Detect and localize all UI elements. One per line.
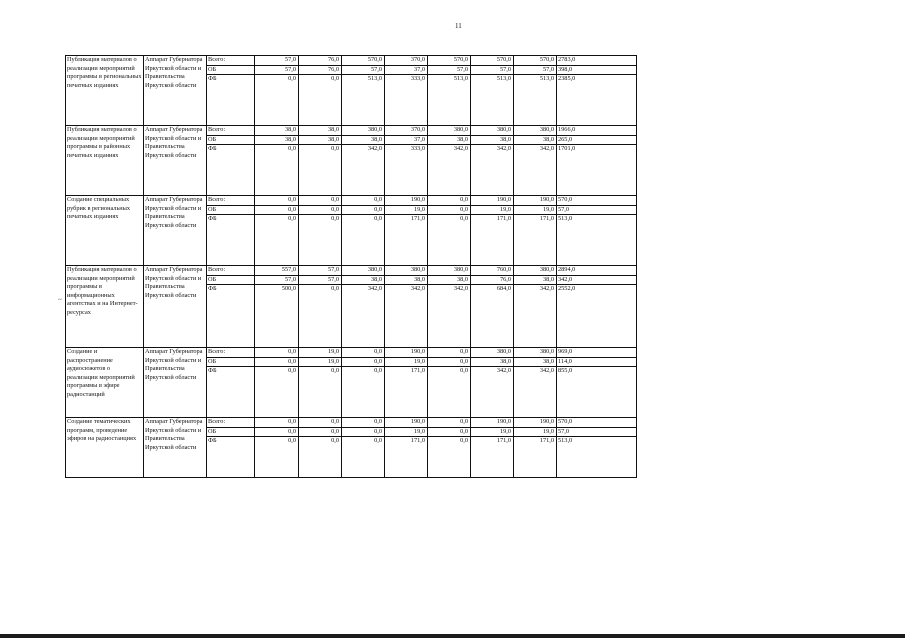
- amount-cell: 342,0: [428, 285, 471, 348]
- amount-cell: 38,0: [299, 135, 342, 145]
- amount-cell: 342,0: [514, 285, 557, 348]
- table-row: [66, 347, 637, 357]
- amount-cell: 380,0: [514, 265, 557, 275]
- amount-cell: 380,0: [385, 265, 428, 275]
- amount-cell: 57,0: [428, 65, 471, 75]
- amount-cell: 570,0: [557, 195, 637, 205]
- amount-cell: 370,0: [385, 56, 428, 66]
- amount-cell: 57,0: [557, 427, 637, 437]
- amount-cell: 190,0: [471, 195, 514, 205]
- amount-cell: 342,0: [385, 285, 428, 348]
- amount-cell: 0,0: [299, 75, 342, 126]
- funding-source: Всего:: [207, 125, 255, 135]
- amount-cell: 38,0: [471, 135, 514, 145]
- amount-cell: 0,0: [255, 437, 299, 478]
- amount-cell: 1701,0: [557, 145, 637, 196]
- amount-cell: 570,0: [557, 417, 637, 427]
- amount-cell: 342,0: [428, 145, 471, 196]
- funding-source: Всего:: [207, 265, 255, 275]
- executor: Аппарат Губернатора Иркутской области и Правительства Иркутской области: [144, 265, 207, 347]
- funding-source: Всего:: [207, 195, 255, 205]
- amount-cell: 0,0: [299, 427, 342, 437]
- amount-cell: 380,0: [514, 347, 557, 357]
- amount-cell: 38,0: [342, 275, 385, 285]
- funding-source: ОБ: [207, 65, 255, 75]
- amount-cell: 342,0: [471, 367, 514, 418]
- executor: Аппарат Губернатора Иркутской области и Правительства Иркутской области: [144, 195, 207, 265]
- amount-cell: 19,0: [514, 427, 557, 437]
- amount-cell: 0,0: [255, 367, 299, 418]
- amount-cell: 513,0: [342, 75, 385, 126]
- executor: Аппарат Губернатора Иркутской области и Правительства Иркутской области: [144, 56, 207, 126]
- amount-cell: 190,0: [514, 195, 557, 205]
- amount-cell: 0,0: [428, 347, 471, 357]
- scan-bottom-edge: [0, 634, 905, 638]
- amount-cell: 0,0: [342, 427, 385, 437]
- amount-cell: 0,0: [255, 75, 299, 126]
- amount-cell: 19,0: [385, 427, 428, 437]
- amount-cell: 0,0: [255, 195, 299, 205]
- amount-cell: 38,0: [514, 135, 557, 145]
- amount-cell: 380,0: [342, 125, 385, 135]
- amount-cell: 0,0: [342, 367, 385, 418]
- amount-cell: 0,0: [342, 357, 385, 367]
- amount-cell: 37,0: [385, 65, 428, 75]
- amount-cell: 0,0: [255, 357, 299, 367]
- funding-source: ФБ: [207, 285, 255, 348]
- amount-cell: 500,0: [255, 285, 299, 348]
- amount-cell: 0,0: [428, 195, 471, 205]
- amount-cell: 37,0: [385, 135, 428, 145]
- amount-cell: 760,0: [471, 265, 514, 275]
- amount-cell: 57,0: [255, 65, 299, 75]
- amount-cell: 0,0: [299, 437, 342, 478]
- funding-source: ОБ: [207, 427, 255, 437]
- amount-cell: 557,0: [255, 265, 299, 275]
- amount-cell: 0,0: [255, 427, 299, 437]
- amount-cell: 190,0: [385, 417, 428, 427]
- amount-cell: 398,0: [557, 65, 637, 75]
- amount-cell: 19,0: [385, 205, 428, 215]
- amount-cell: 190,0: [514, 417, 557, 427]
- amount-cell: 0,0: [255, 417, 299, 427]
- activity-name: Публикация материалов о реализации мероприятий программы в информационных агентствах и на Интернет-ресурсах: [66, 265, 144, 347]
- amount-cell: 2783,0: [557, 56, 637, 66]
- funding-source: ФБ: [207, 75, 255, 126]
- amount-cell: 76,0: [299, 65, 342, 75]
- amount-cell: 0,0: [428, 437, 471, 478]
- funding-source: ОБ: [207, 205, 255, 215]
- amount-cell: 171,0: [385, 215, 428, 266]
- amount-cell: 570,0: [471, 56, 514, 66]
- budget-table: [65, 55, 637, 478]
- amount-cell: 0,0: [299, 417, 342, 427]
- table-row: [66, 265, 637, 275]
- amount-cell: 171,0: [471, 215, 514, 266]
- amount-cell: 570,0: [514, 56, 557, 66]
- amount-cell: 513,0: [557, 437, 637, 478]
- amount-cell: 57,0: [557, 205, 637, 215]
- amount-cell: 969,0: [557, 347, 637, 357]
- amount-cell: 38,0: [255, 125, 299, 135]
- amount-cell: 38,0: [385, 275, 428, 285]
- amount-cell: 2552,0: [557, 285, 637, 348]
- amount-cell: 0,0: [299, 205, 342, 215]
- amount-cell: 342,0: [342, 285, 385, 348]
- amount-cell: 342,0: [471, 145, 514, 196]
- amount-cell: 190,0: [385, 195, 428, 205]
- amount-cell: 855,0: [557, 367, 637, 418]
- amount-cell: 0,0: [299, 285, 342, 348]
- amount-cell: 38,0: [514, 357, 557, 367]
- activity-name: Создание и распространение аудиосюжетов о реализации мероприятий программы в эфире радиостанций: [66, 347, 144, 417]
- amount-cell: 57,0: [255, 56, 299, 66]
- margin-mark: ~: [58, 296, 62, 304]
- amount-cell: 0,0: [342, 417, 385, 427]
- amount-cell: 0,0: [428, 215, 471, 266]
- amount-cell: 38,0: [514, 275, 557, 285]
- amount-cell: 380,0: [471, 347, 514, 357]
- page-number: 11: [455, 22, 462, 30]
- amount-cell: 342,0: [557, 275, 637, 285]
- funding-source: ФБ: [207, 367, 255, 418]
- funding-source: ОБ: [207, 135, 255, 145]
- amount-cell: 38,0: [255, 135, 299, 145]
- amount-cell: 57,0: [342, 65, 385, 75]
- amount-cell: 171,0: [514, 437, 557, 478]
- amount-cell: 380,0: [428, 125, 471, 135]
- amount-cell: 19,0: [299, 347, 342, 357]
- amount-cell: 0,0: [299, 367, 342, 418]
- amount-cell: 57,0: [255, 275, 299, 285]
- amount-cell: 19,0: [385, 357, 428, 367]
- funding-source: Всего:: [207, 56, 255, 66]
- amount-cell: 570,0: [428, 56, 471, 66]
- table-row: [66, 56, 637, 66]
- amount-cell: 380,0: [514, 125, 557, 135]
- activity-name: Публикация материалов о реализации мероприятий программы в региональных печатных изданиях: [66, 56, 144, 126]
- amount-cell: 171,0: [385, 437, 428, 478]
- amount-cell: 114,0: [557, 357, 637, 367]
- amount-cell: 2385,0: [557, 75, 637, 126]
- amount-cell: 0,0: [428, 357, 471, 367]
- amount-cell: 570,0: [342, 56, 385, 66]
- amount-cell: 171,0: [385, 367, 428, 418]
- amount-cell: 0,0: [299, 215, 342, 266]
- amount-cell: 57,0: [471, 65, 514, 75]
- funding-source: ОБ: [207, 275, 255, 285]
- amount-cell: 513,0: [428, 75, 471, 126]
- amount-cell: 342,0: [514, 145, 557, 196]
- amount-cell: 342,0: [514, 367, 557, 418]
- table-row: [66, 125, 637, 135]
- activity-name: Создание тематических программ, проведение эфиров на радиостанциях: [66, 417, 144, 477]
- amount-cell: 76,0: [299, 56, 342, 66]
- amount-cell: 57,0: [299, 265, 342, 275]
- funding-source: Всего:: [207, 347, 255, 357]
- amount-cell: 76,0: [471, 275, 514, 285]
- amount-cell: 190,0: [471, 417, 514, 427]
- amount-cell: 0,0: [255, 205, 299, 215]
- amount-cell: 2894,0: [557, 265, 637, 275]
- amount-cell: 342,0: [342, 145, 385, 196]
- amount-cell: 0,0: [428, 205, 471, 215]
- amount-cell: 38,0: [471, 357, 514, 367]
- table-row: [66, 195, 637, 205]
- funding-source: ФБ: [207, 437, 255, 478]
- executor: Аппарат Губернатора Иркутской области и Правительства Иркутской области: [144, 125, 207, 195]
- amount-cell: 0,0: [299, 195, 342, 205]
- amount-cell: 0,0: [255, 145, 299, 196]
- funding-source: ФБ: [207, 145, 255, 196]
- amount-cell: 19,0: [471, 427, 514, 437]
- amount-cell: 380,0: [471, 125, 514, 135]
- amount-cell: 265,0: [557, 135, 637, 145]
- amount-cell: 333,0: [385, 145, 428, 196]
- amount-cell: 684,0: [471, 285, 514, 348]
- amount-cell: 0,0: [342, 347, 385, 357]
- amount-cell: 0,0: [342, 195, 385, 205]
- amount-cell: 380,0: [342, 265, 385, 275]
- funding-source: ФБ: [207, 215, 255, 266]
- amount-cell: 333,0: [385, 75, 428, 126]
- amount-cell: 513,0: [514, 75, 557, 126]
- amount-cell: 0,0: [299, 145, 342, 196]
- activity-name: Создание специальных рубрик в региональных печатных изданиях: [66, 195, 144, 265]
- amount-cell: 38,0: [342, 135, 385, 145]
- amount-cell: 0,0: [428, 417, 471, 427]
- amount-cell: 19,0: [471, 205, 514, 215]
- amount-cell: 0,0: [342, 215, 385, 266]
- amount-cell: 171,0: [514, 215, 557, 266]
- amount-cell: 57,0: [514, 65, 557, 75]
- table-row: [66, 417, 637, 427]
- amount-cell: 0,0: [255, 347, 299, 357]
- amount-cell: 57,0: [299, 275, 342, 285]
- amount-cell: 1966,0: [557, 125, 637, 135]
- amount-cell: 19,0: [299, 357, 342, 367]
- amount-cell: 0,0: [428, 367, 471, 418]
- amount-cell: 370,0: [385, 125, 428, 135]
- amount-cell: 38,0: [428, 275, 471, 285]
- amount-cell: 38,0: [299, 125, 342, 135]
- amount-cell: 38,0: [428, 135, 471, 145]
- funding-source: Всего:: [207, 417, 255, 427]
- amount-cell: 513,0: [471, 75, 514, 126]
- amount-cell: 0,0: [255, 215, 299, 266]
- amount-cell: 0,0: [342, 437, 385, 478]
- executor: Аппарат Губернатора Иркутской области и Правительства Иркутской области: [144, 417, 207, 477]
- amount-cell: 190,0: [385, 347, 428, 357]
- funding-source: ОБ: [207, 357, 255, 367]
- amount-cell: 513,0: [557, 215, 637, 266]
- amount-cell: 380,0: [428, 265, 471, 275]
- activity-name: Публикация материалов о реализации мероприятий программы в районных печатных изданиях: [66, 125, 144, 195]
- amount-cell: 19,0: [514, 205, 557, 215]
- amount-cell: 0,0: [342, 205, 385, 215]
- executor: Аппарат Губернатора Иркутской области и Правительства Иркутской области: [144, 347, 207, 417]
- amount-cell: 171,0: [471, 437, 514, 478]
- amount-cell: 0,0: [428, 427, 471, 437]
